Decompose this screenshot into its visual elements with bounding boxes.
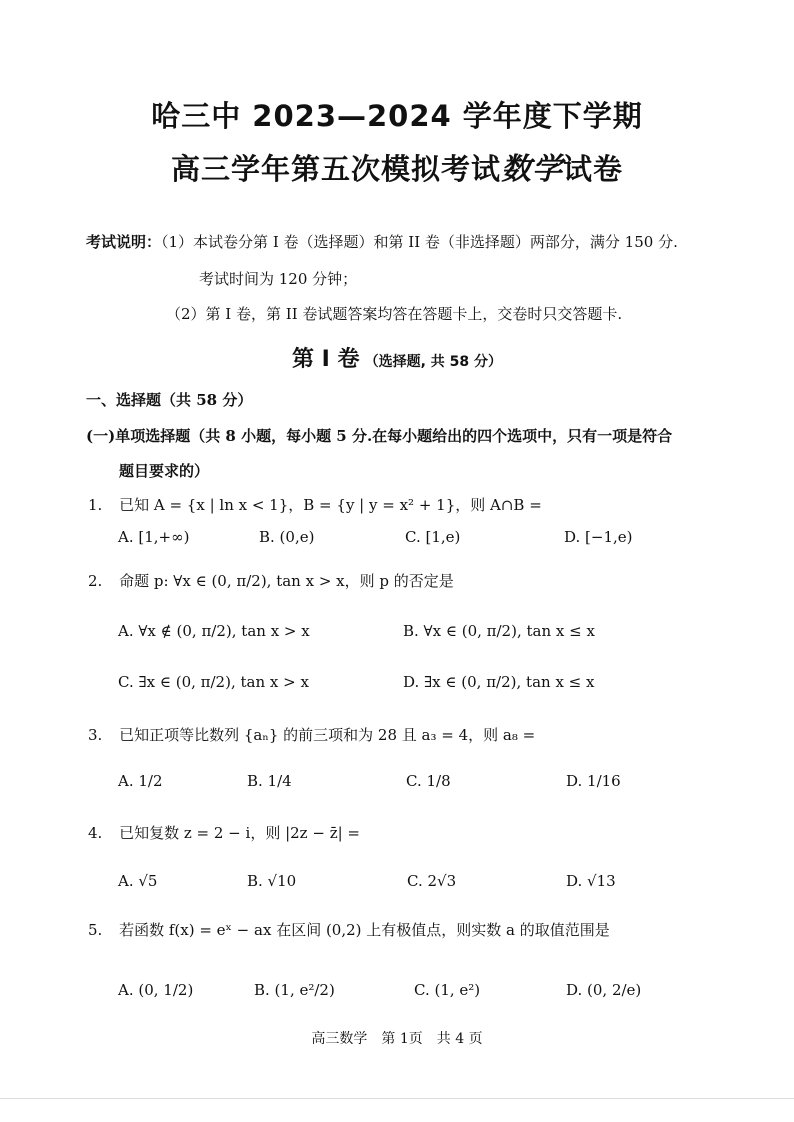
question-1-option-b: B. (0,e)	[259, 528, 315, 546]
question-5-number: 5.	[88, 921, 103, 939]
question-1-number: 1.	[88, 496, 103, 514]
question-3-number: 3.	[88, 726, 103, 744]
section-title	[0, 342, 794, 373]
question-2	[88, 570, 454, 591]
exam-title-part-b: 试卷	[563, 152, 624, 186]
question-5-option-b: B. (1, e²/2)	[254, 981, 335, 999]
question-4-number: 4.	[88, 824, 103, 842]
instructions-line1	[86, 231, 678, 252]
question-4-option-b: B. √10	[247, 872, 297, 890]
question-3-stem: 已知正项等比数列 {aₙ} 的前三项和为 28 且 a₃ = 4，则 a₈ =	[119, 726, 536, 744]
question-1-option-d: D. [−1,e)	[564, 528, 633, 546]
question-1-option-c: C. [1,e)	[405, 528, 461, 546]
question-4-option-c: C. 2√3	[407, 872, 457, 890]
instructions-label: 考试说明：	[86, 233, 162, 251]
question-2-option-b: B. ∀x ∈ (0, π/2), tan x ≤ x	[403, 622, 595, 640]
question-3-option-b: B. 1/4	[247, 772, 292, 790]
instructions-item1: （1）本试卷分第 I 卷（选择题）和第 II 卷（非选择题）两部分，满分 150 分.	[161, 233, 678, 251]
instructions-item1-cont: 考试时间为 120 分钟；	[199, 270, 358, 288]
question-4-option-d: D. √13	[566, 872, 616, 890]
question-1	[88, 494, 542, 515]
question-5-option-a: A. (0, 1/2)	[118, 981, 194, 999]
exam-title-line1: 哈三中 2023—2024 学年度下学期	[151, 99, 643, 133]
part1-subheading: (一)单项选择题（共 8 小题，每小题 5 分.在每小题给出的四个选项中，只有一项是符合	[86, 427, 673, 445]
exam-subject: 数学	[501, 152, 563, 187]
page-footer: 高三数学 第 1页 共 4 页	[311, 1031, 483, 1047]
question-5-option-d: D. (0, 2/e)	[566, 981, 642, 999]
question-2-stem: 命题 p: ∀x ∈ (0, π/2), tan x > x，则 p 的否定是	[119, 572, 454, 590]
question-5-stem: 若函数 f(x) = eˣ − ax 在区间 (0,2) 上有极值点，则实数 a 的取值范围是	[119, 921, 610, 939]
section-title-sub: （选择题, 共 58 分）	[364, 354, 503, 370]
question-4	[88, 822, 360, 843]
question-2-number: 2.	[88, 572, 103, 590]
exam-title-part-a: 高三学年第五次模拟考试	[170, 152, 501, 186]
question-5	[88, 919, 610, 940]
scan-edge-divider	[0, 1098, 794, 1099]
part1-subheading-cont: 题目要求的）	[119, 462, 210, 480]
question-5-option-c: C. (1, e²)	[414, 981, 481, 999]
section-title-main: 第 I 卷	[291, 347, 360, 372]
question-2-option-a: A. ∀x ∉ (0, π/2), tan x > x	[118, 622, 310, 640]
question-1-option-a: A. [1,+∞)	[118, 528, 190, 546]
question-2-option-c: C. ∃x ∈ (0, π/2), tan x > x	[118, 673, 309, 691]
question-3-option-d: D. 1/16	[566, 772, 621, 790]
question-1-stem: 已知 A = {x | ln x < 1}，B = {y | y = x² + 1}，则 A∩B =	[119, 496, 542, 514]
question-3-option-a: A. 1/2	[118, 772, 163, 790]
question-4-option-a: A. √5	[118, 872, 158, 890]
exam-title-line2	[0, 144, 794, 188]
instructions-item2: （2）第 I 卷，第 II 卷试题答案均答在答题卡上，交卷时只交答题卡.	[166, 305, 623, 323]
question-4-stem: 已知复数 z = 2 − i，则 |2z − z̄| =	[119, 824, 360, 842]
part1-heading: 一、选择题（共 58 分）	[86, 391, 253, 409]
question-3	[88, 724, 535, 745]
question-2-option-d: D. ∃x ∈ (0, π/2), tan x ≤ x	[403, 673, 595, 691]
question-3-option-c: C. 1/8	[406, 772, 451, 790]
